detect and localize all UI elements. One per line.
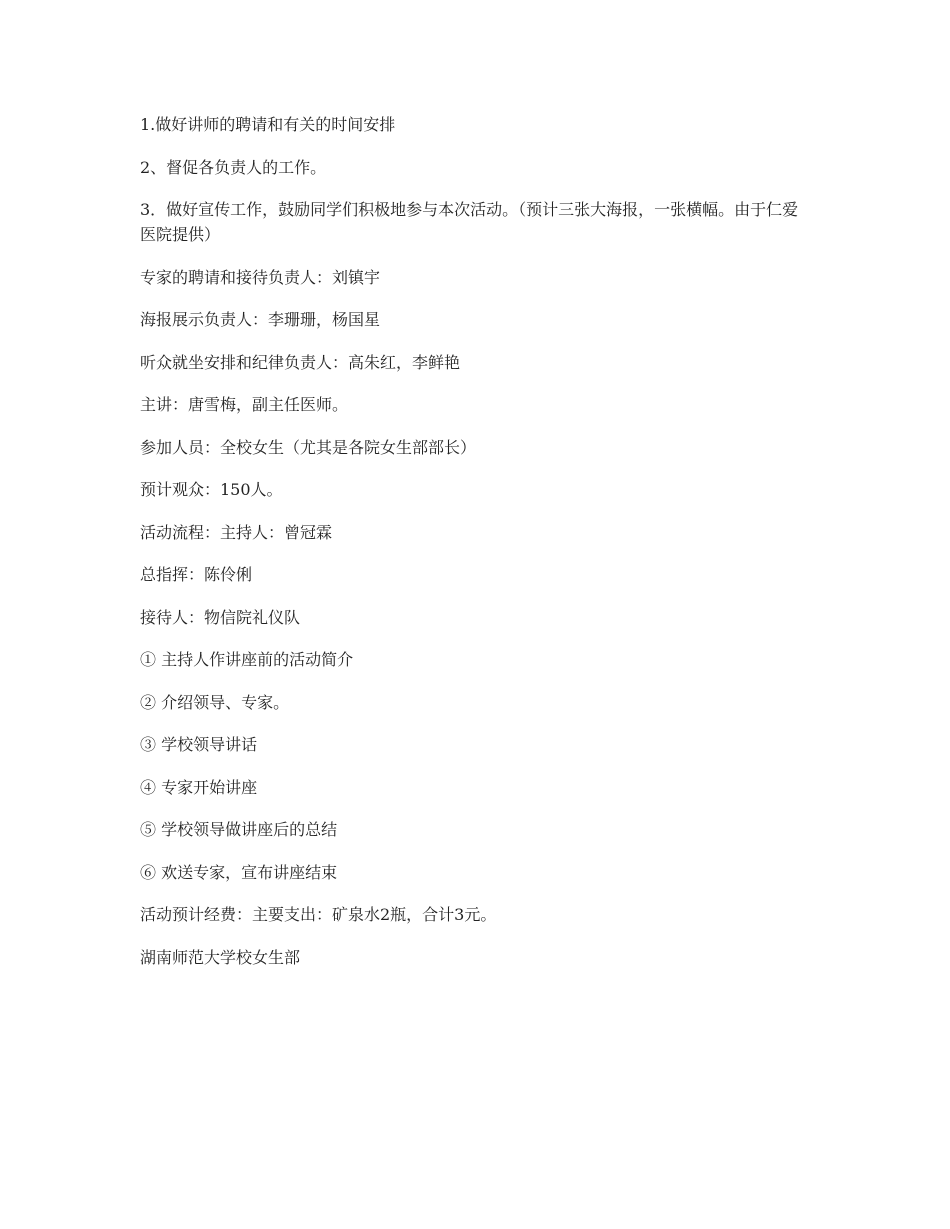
list-item-step-3: ③ 学校领导讲话 <box>140 735 258 754</box>
list-item-step-6: ⑥ 欢送专家，宣布讲座结束 <box>140 862 338 882</box>
paragraph-task-2: 2、督促各负责人的工作。 <box>140 157 327 177</box>
paragraph-flow-host: 活动流程：主持人：曾冠霖 <box>140 522 333 542</box>
paragraph-poster-owner: 海报展示负责人：李珊珊，杨国星 <box>140 310 381 329</box>
list-item-step-2: ② 介绍领导、专家。 <box>140 692 290 712</box>
paragraph-audience: 预计观众：150人。 <box>140 480 283 499</box>
list-item-step-4: ④ 专家开始讲座 <box>140 777 258 797</box>
list-item-step-5: ⑤ 学校领导做讲座后的总结 <box>140 820 338 839</box>
paragraph-reception: 接待人：物信院礼仪队 <box>140 607 301 627</box>
paragraph-expert-host: 专家的聘请和接待负责人：刘镇宇 <box>140 267 381 287</box>
paragraph-budget: 活动预计经费：主要支出：矿泉水2瓶，合计3元。 <box>140 905 497 924</box>
paragraph-task-3: 3．做好宣传工作，鼓励同学们积极地参与本次活动。（预计三张大海报，一张横幅。由于仁爱医院提供） <box>140 200 799 244</box>
document-body <box>140 112 810 987</box>
list-item-step-1: ① 主持人作讲座前的活动简介 <box>140 650 354 669</box>
paragraph-signature-org: 湖南师范大学校女生部 <box>140 947 301 967</box>
paragraph-seating-owner: 听众就坐安排和纪律负责人：高朱红，李鲜艳 <box>140 352 461 372</box>
paragraph-director: 总指挥：陈伶俐 <box>140 565 253 584</box>
paragraph-task-1: 1.做好讲师的聘请和有关的时间安排 <box>140 115 396 134</box>
paragraph-speaker: 主讲：唐雪梅，副主任医师。 <box>140 395 349 414</box>
paragraph-participants: 参加人员：全校女生（尤其是各院女生部部长） <box>140 437 477 457</box>
